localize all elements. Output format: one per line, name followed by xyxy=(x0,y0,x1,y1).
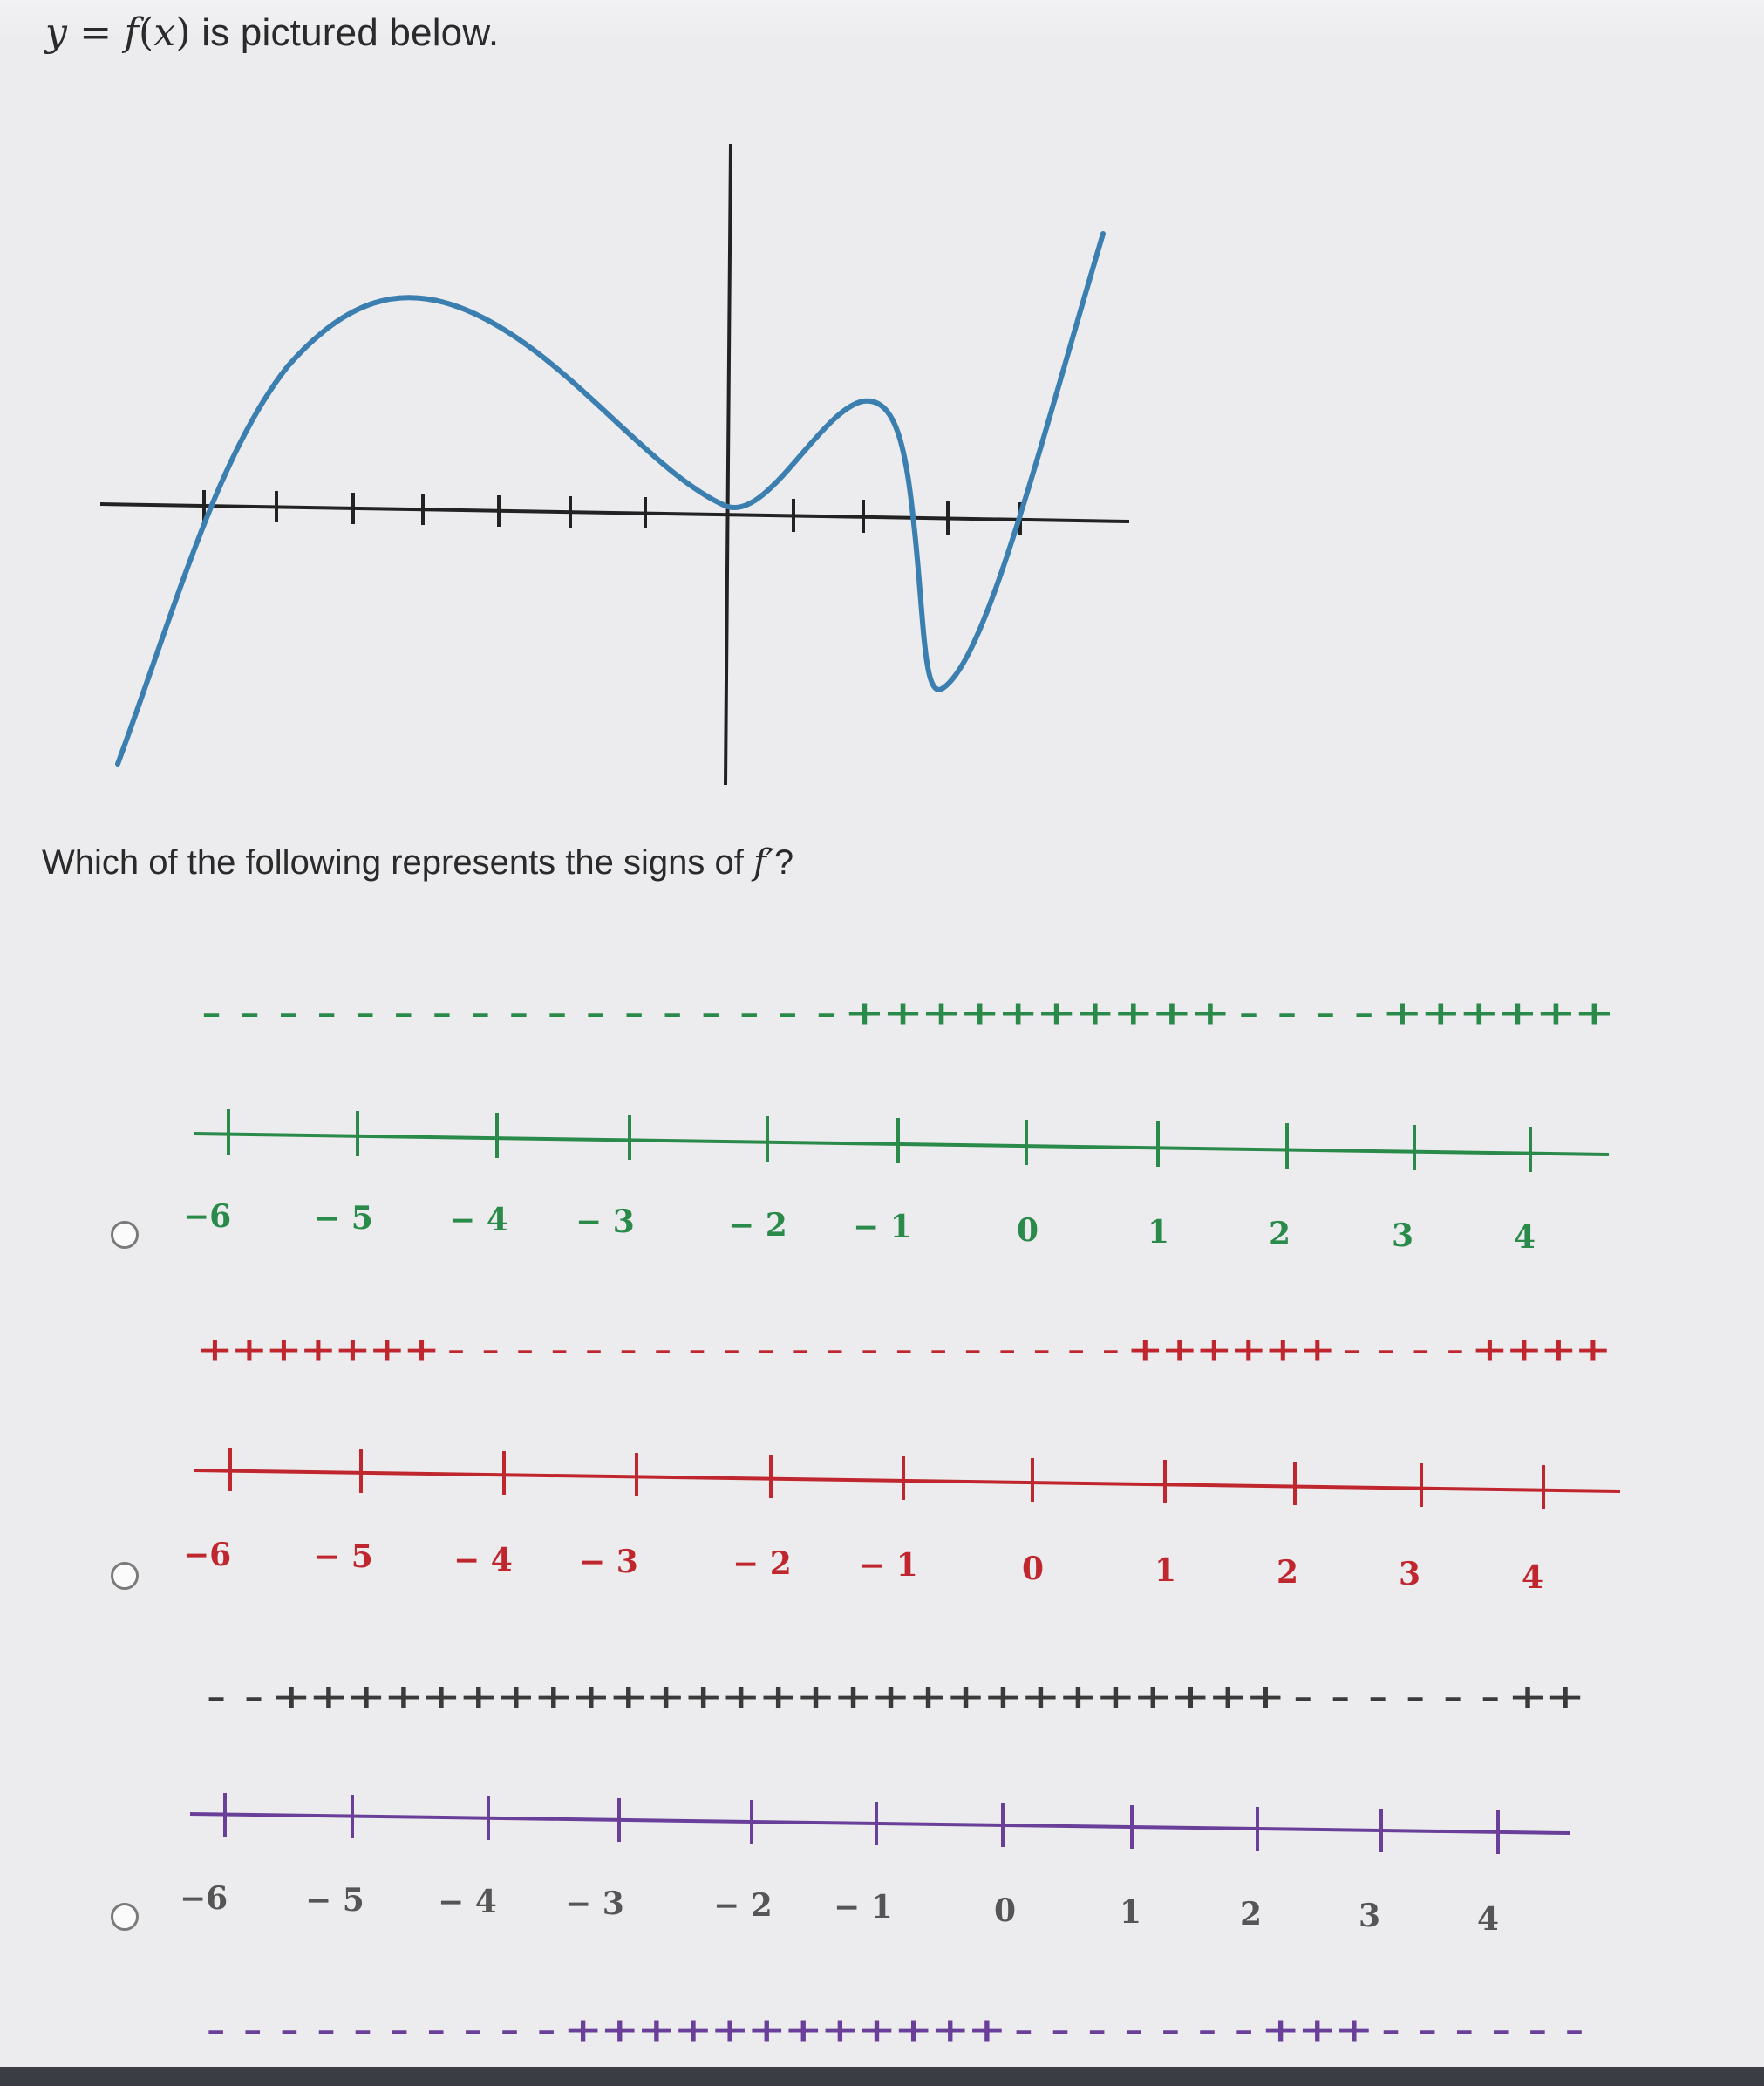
tick-label: 4 xyxy=(1477,1901,1500,1938)
tick-label: − 2 xyxy=(732,1545,792,1582)
tick-label: 1 xyxy=(1148,1214,1170,1251)
tick-label: − 5 xyxy=(314,1200,373,1237)
tick-label: − 3 xyxy=(579,1544,638,1580)
option-1-radio[interactable] xyxy=(111,1221,139,1249)
problem-intro: y = f(x) is pictured below. xyxy=(45,10,500,55)
tick-label: − 1 xyxy=(834,1889,893,1926)
option-3-radio[interactable] xyxy=(111,1903,139,1931)
option-1-signs: -----------------++++++++++----++++++ xyxy=(194,989,1615,1036)
tick-label: 1 xyxy=(1120,1894,1142,1931)
tick-label: −6 xyxy=(183,1537,232,1573)
tick-label: − 2 xyxy=(713,1887,773,1924)
tick-label: 1 xyxy=(1154,1552,1177,1589)
option-2-number-line xyxy=(0,1439,1764,1526)
option-2-signs: +++++++--------------------++++++----++++ xyxy=(199,1326,1611,1373)
option-3-signs: --+++++++++++++++++++++++++++------++ xyxy=(199,1673,1585,1720)
tick-label: − 4 xyxy=(438,1884,497,1920)
tick-label: −6 xyxy=(180,1880,228,1917)
tick-label: 3 xyxy=(1359,1898,1381,1934)
tick-label: −6 xyxy=(183,1198,232,1235)
bottom-band xyxy=(0,2067,1764,2086)
tick-label: 2 xyxy=(1277,1554,1299,1591)
tick-label: 0 xyxy=(994,1892,1017,1929)
tick-label: − 4 xyxy=(449,1202,508,1238)
tick-label: − 5 xyxy=(305,1882,364,1919)
tick-label: − 5 xyxy=(314,1538,373,1575)
function-graph xyxy=(0,0,1764,837)
tick-label: − 3 xyxy=(576,1203,635,1240)
tick-label: 3 xyxy=(1399,1556,1421,1592)
tick-label: − 1 xyxy=(853,1209,912,1245)
tick-label: − 1 xyxy=(859,1547,918,1584)
tick-label: − 3 xyxy=(565,1885,624,1922)
tick-label: 4 xyxy=(1514,1219,1536,1256)
tick-label: 0 xyxy=(1017,1212,1039,1249)
curve-f xyxy=(118,234,1103,764)
option-2-radio[interactable] xyxy=(111,1562,139,1590)
tick-label: 3 xyxy=(1392,1217,1414,1254)
question-text: Which of the following represents the signs of f′? xyxy=(42,842,794,883)
tick-label: 4 xyxy=(1522,1559,1544,1596)
tick-label: 2 xyxy=(1240,1896,1263,1933)
x-axis xyxy=(100,504,1129,522)
tick-label: − 2 xyxy=(728,1207,787,1244)
y-axis xyxy=(725,144,731,785)
option-4-signs: ----------++++++++++++-------+++------ xyxy=(199,2006,1594,2053)
tick-label: − 4 xyxy=(453,1542,513,1578)
tick-label: 2 xyxy=(1269,1216,1291,1252)
option-1-number-line xyxy=(0,1099,1764,1186)
option-3-number-line xyxy=(0,1779,1764,1866)
tick-label: 0 xyxy=(1022,1551,1045,1587)
